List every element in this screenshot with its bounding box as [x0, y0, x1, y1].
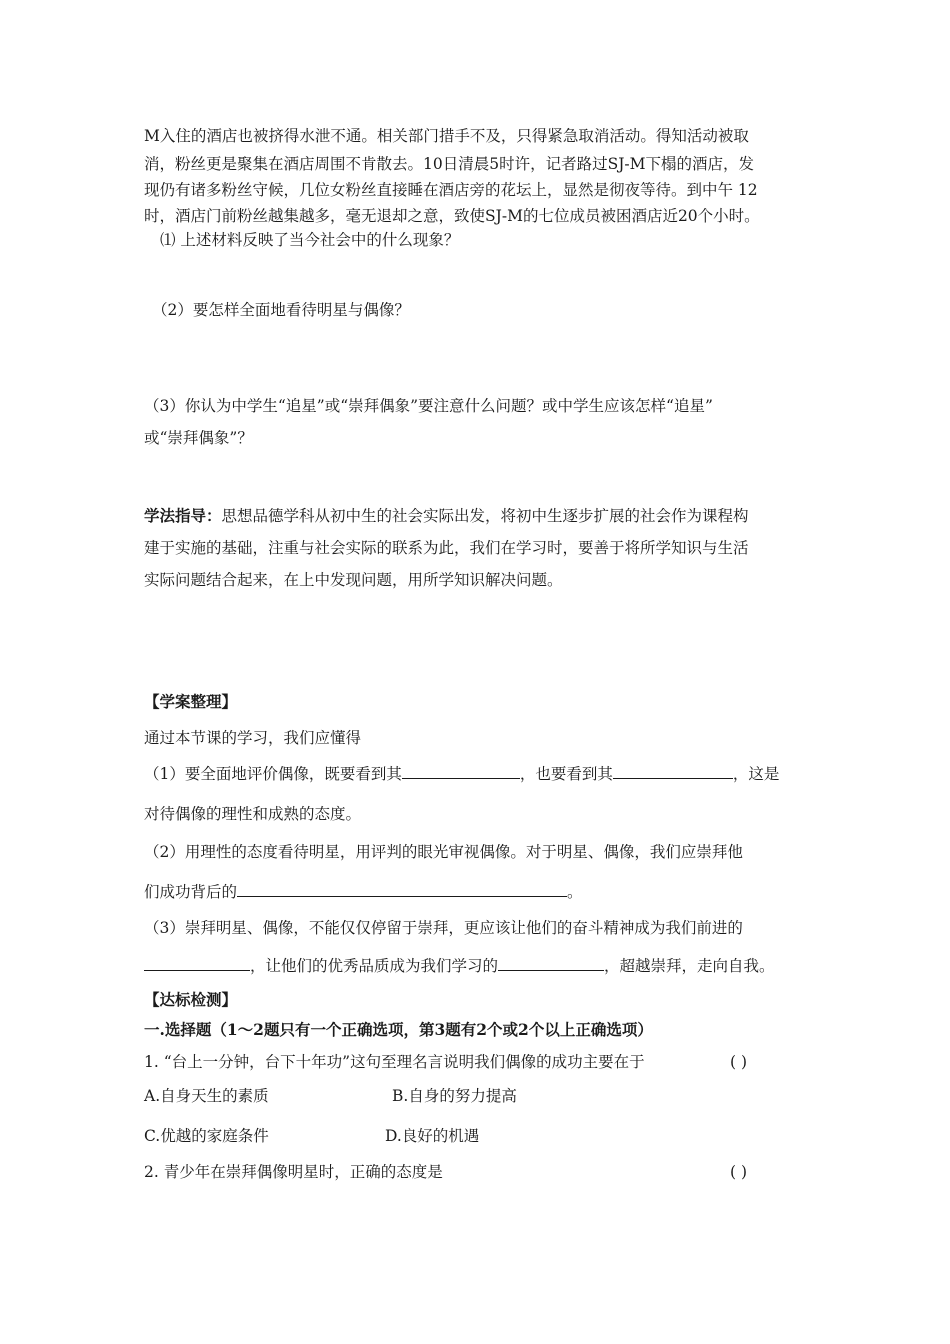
test-heading: 【达标检测】	[144, 990, 238, 1009]
answer-paren-2[interactable]: ( )	[730, 1163, 748, 1181]
summary-p3-text-b: ，让他们的优秀品质成为我们学习的	[250, 957, 499, 975]
study-guide-text-1: 思想品德学科从初中生的社会实际出发，将初中生逐步扩展的社会作为课程构	[221, 507, 749, 525]
summary-point-2-cont	[144, 882, 583, 902]
material-line-4: 时，酒店门前粉丝越集越多，毫无退却之意，致使SJ-M的七位成员被困酒店近20个小时。	[144, 207, 760, 225]
question-1: ⑴ 上述材料反映了当今社会中的什么现象？	[160, 231, 460, 249]
summary-p2-text-b: 们成功背后的	[144, 883, 238, 901]
option-1d: D.良好的机遇	[385, 1127, 480, 1145]
summary-heading: 【学案整理】	[144, 692, 238, 711]
question-2: （2）要怎样全面地看待明星与偶像？	[152, 301, 410, 319]
summary-point-1-cont: 对待偶像的理性和成熟的态度。	[144, 805, 362, 823]
option-1a: A.自身天生的素质	[144, 1087, 269, 1105]
material-line-1: M入住的酒店也被挤得水泄不通。相关部门措手不及，只得紧急取消活动。得知活动被取	[144, 127, 749, 145]
option-1b: B.自身的努力提高	[392, 1087, 517, 1105]
fill-blank-5[interactable]	[498, 956, 604, 971]
fill-blank-4[interactable]	[144, 956, 250, 971]
summary-p2-text-c: 。	[567, 883, 583, 901]
question-3-line-1: （3）你认为中学生“追星”或“崇拜偶象”要注意什么问题？或中学生应该怎样“追星”	[144, 397, 713, 415]
study-guide-line-3: 实际问题结合起来，在上中发现问题，用所学知识解决问题。	[144, 571, 563, 589]
material-line-2: 消，粉丝更是聚集在酒店周围不肯散去。10日清晨5时许，记者路过SJ-M下榻的酒店，发	[144, 155, 755, 173]
summary-point-1	[144, 764, 779, 784]
study-guide-line-1	[144, 506, 749, 526]
summary-p1-text-a: （1）要全面地评价偶像，既要看到其	[144, 765, 402, 783]
option-1c: C.优越的家庭条件	[144, 1127, 269, 1145]
question-3-line-2: 或“崇拜偶象”？	[144, 429, 253, 447]
answer-paren-1[interactable]: ( )	[730, 1053, 748, 1071]
fill-blank-1[interactable]	[402, 764, 520, 779]
summary-p1-text-c: ，这是	[732, 765, 780, 783]
summary-point-3: （3）崇拜明星、偶像，不能仅仅停留于崇拜，更应该让他们的奋斗精神成为我们前进的	[144, 919, 743, 937]
fill-blank-2[interactable]	[613, 764, 733, 779]
summary-point-2: （2）用理性的态度看待明星，用评判的眼光审视偶像。对于明星、偶像，我们应崇拜他	[144, 843, 743, 861]
summary-p3-text-c: ，超越崇拜，走向自我。	[604, 957, 775, 975]
test-question-2: 2. 青少年在崇拜偶像明星时，正确的态度是	[144, 1163, 443, 1181]
study-guide-label: 学法指导：	[144, 506, 222, 525]
test-section-title: 一.选择题（1～2题只有一个正确选项，第3题有2个或2个以上正确选项）	[144, 1020, 653, 1039]
summary-intro: 通过本节课的学习，我们应懂得	[144, 729, 362, 747]
summary-p1-text-b: ，也要看到其	[519, 765, 613, 783]
test-question-1: 1. “台上一分钟，台下十年功”这句至理名言说明我们偶像的成功主要在于	[144, 1053, 645, 1071]
study-guide-line-2: 建于实施的基础，注重与社会实际的联系为此，我们在学习时，要善于将所学知识与生活	[144, 539, 749, 557]
material-line-3: 现仍有诸多粉丝守候，几位女粉丝直接睡在酒店旁的花坛上，显然是彻夜等待。到中午 12	[144, 181, 758, 199]
summary-point-3-cont	[144, 956, 775, 976]
fill-blank-3[interactable]	[237, 882, 567, 897]
